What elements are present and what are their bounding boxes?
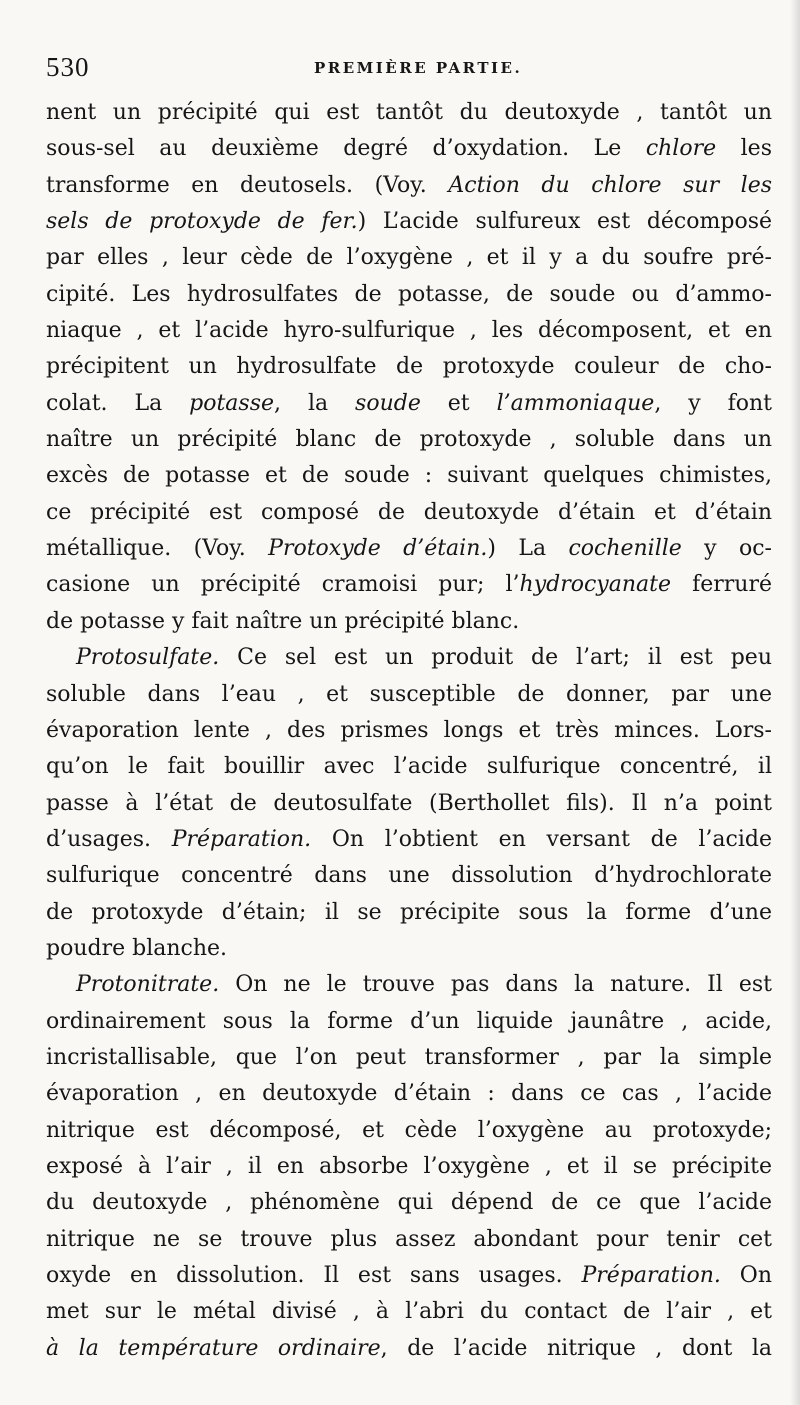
text-line bbox=[46, 168, 772, 204]
text-run: nitrique ne se trouve plus assez abondant pour tenir cet bbox=[46, 1226, 772, 1252]
text-run: évaporation , en deutoxyde d’étain : dans ce cas , l’acide bbox=[46, 1081, 772, 1107]
text-line bbox=[46, 822, 772, 858]
text-line bbox=[46, 386, 772, 422]
text-line bbox=[46, 858, 772, 894]
text-line bbox=[46, 349, 772, 385]
text-run: nent un précipité qui est tantôt du deutoxyde , tantôt un bbox=[46, 100, 772, 125]
text-run: cipité. Les hydrosulfates de potasse, de soude ou d’ammo- bbox=[46, 281, 772, 307]
text-line bbox=[46, 567, 772, 603]
text-run: de protoxyde d’étain; il se précipite sous la forme d’une bbox=[46, 899, 772, 925]
italic-text: Préparation. bbox=[171, 826, 312, 852]
text-line bbox=[46, 422, 772, 458]
italic-text: Protosulfate. bbox=[76, 645, 220, 671]
italic-text: soude bbox=[355, 390, 421, 416]
text-run: ) La bbox=[487, 536, 569, 562]
text-run: sulfurique concentré dans une dissolution d’hydrochlorate bbox=[46, 863, 772, 889]
text-line bbox=[46, 1004, 772, 1040]
text-line bbox=[46, 95, 772, 131]
text-run: poudre blanche. bbox=[46, 935, 228, 961]
text-run: casione un précipité cramoisi pur; l’ bbox=[46, 572, 520, 598]
text-line bbox=[46, 1258, 772, 1294]
text-run: y oc- bbox=[681, 536, 772, 562]
text-run: transforme en deutosels. (Voy. bbox=[46, 172, 449, 198]
text-line bbox=[46, 895, 772, 931]
text-line bbox=[46, 458, 772, 494]
text-run: ) L’acide sulfureux est décomposé bbox=[357, 209, 773, 235]
text-line bbox=[46, 640, 772, 676]
italic-text: chlore bbox=[645, 136, 717, 162]
text-run: met sur le métal divisé , à l’abri du contact de l’air , et bbox=[46, 1299, 772, 1325]
text-line bbox=[46, 1113, 772, 1149]
text-run: métallique. (Voy. bbox=[46, 536, 269, 562]
text-line bbox=[46, 1294, 772, 1330]
text-line bbox=[46, 1331, 772, 1367]
text-line bbox=[46, 786, 772, 822]
text-run: par elles , leur cède de l’oxygène , et il y a du soufre pré- bbox=[46, 245, 772, 271]
text-line bbox=[46, 313, 772, 349]
text-run: incristallisable, que l’on peut transformer , par la simple bbox=[46, 1044, 772, 1070]
text-run: On ne le trouve pas dans la nature. Il est bbox=[219, 972, 772, 998]
text-run: , la bbox=[274, 390, 356, 416]
text-line bbox=[46, 967, 772, 1003]
italic-text: Préparation. bbox=[581, 1263, 721, 1288]
text-run: Ce sel est un produit de l’art; il est peu bbox=[219, 645, 772, 671]
text-line bbox=[46, 1040, 772, 1076]
text-run: ordinairement sous la forme d’un liquide jaunâtre , acide, bbox=[46, 1008, 772, 1034]
italic-text: Protonitrate. bbox=[76, 972, 220, 998]
page-header bbox=[46, 52, 772, 86]
italic-text: l’ammoniaque bbox=[496, 390, 655, 416]
italic-text: hydrocyanate bbox=[519, 572, 672, 598]
text-run: évaporation lente , des prismes longs et très minces. Lors- bbox=[46, 717, 772, 743]
text-line bbox=[46, 749, 772, 785]
text-run: passe à l’état de deutosulfate (Berthollet fils). Il n’a point bbox=[46, 790, 772, 816]
text-run: soluble dans l’eau , et susceptible de donner, par une bbox=[46, 681, 772, 707]
text-run: , de l’acide nitrique , dont la bbox=[380, 1335, 772, 1361]
text-line bbox=[46, 1149, 772, 1185]
text-run: colat. La bbox=[46, 390, 190, 416]
italic-text: Protoxyde d’étain. bbox=[268, 536, 488, 562]
text-run: excès de potasse et de soude : suivant quelques chimistes, bbox=[46, 463, 772, 489]
italic-text: sels de protoxyde de fer. bbox=[46, 209, 358, 235]
text-line bbox=[46, 204, 772, 240]
text-line bbox=[46, 1185, 772, 1221]
text-run: naître un précipité blanc de protoxyde , soluble dans un bbox=[46, 427, 772, 453]
text-line bbox=[46, 1222, 772, 1258]
text-line bbox=[46, 277, 772, 313]
italic-text: à la température ordinaire bbox=[46, 1335, 381, 1361]
text-run: nitrique est décomposé, et cède l’oxygène au protoxyde; bbox=[46, 1117, 772, 1143]
text-run: ce précipité est composé de deutoxyde d’étain et d’étain bbox=[46, 499, 772, 525]
text-run: sous-sel au deuxième degré d’oxydation. Le bbox=[46, 136, 646, 162]
text-run: On bbox=[720, 1263, 772, 1288]
text-run: On l’obtient en versant de l’acide bbox=[311, 826, 772, 852]
text-line bbox=[46, 677, 772, 713]
text-line bbox=[46, 604, 772, 640]
italic-text: Action du chlore sur les bbox=[448, 172, 773, 198]
body-text bbox=[46, 95, 772, 1367]
text-line bbox=[46, 531, 772, 567]
italic-text: cochenille bbox=[568, 536, 682, 562]
text-line bbox=[46, 713, 772, 749]
text-run: d’usages. bbox=[46, 826, 172, 852]
page-number: 530 bbox=[46, 52, 90, 82]
text-run: oxyde en dissolution. Il est sans usages. bbox=[46, 1263, 582, 1288]
text-line bbox=[46, 931, 772, 967]
text-run: du deutoxyde , phénomène qui dépend de ce que l’acide bbox=[46, 1190, 772, 1216]
text-run: les bbox=[716, 136, 772, 162]
text-run: de potasse y fait naître un précipité blanc. bbox=[46, 608, 520, 634]
running-head: PREMIÈRE PARTIE. bbox=[314, 59, 523, 77]
text-run: précipitent un hydrosulfate de protoxyde couleur de cho- bbox=[46, 354, 772, 380]
text-run: , y font bbox=[654, 390, 772, 416]
text-line bbox=[46, 240, 772, 276]
text-run: ferruré bbox=[671, 572, 772, 598]
italic-text: potasse bbox=[189, 390, 275, 416]
text-line bbox=[46, 495, 772, 531]
text-line bbox=[46, 1076, 772, 1112]
text-line bbox=[46, 131, 772, 167]
text-run: qu’on le fait bouillir avec l’acide sulfurique concentré, il bbox=[46, 754, 772, 780]
text-run: exposé à l’air , il en absorbe l’oxygène , et il se précipite bbox=[46, 1153, 772, 1179]
text-run: et bbox=[420, 390, 497, 416]
text-run: niaque , et l’acide hyro-sulfurique , les décomposent, et en bbox=[46, 318, 772, 344]
